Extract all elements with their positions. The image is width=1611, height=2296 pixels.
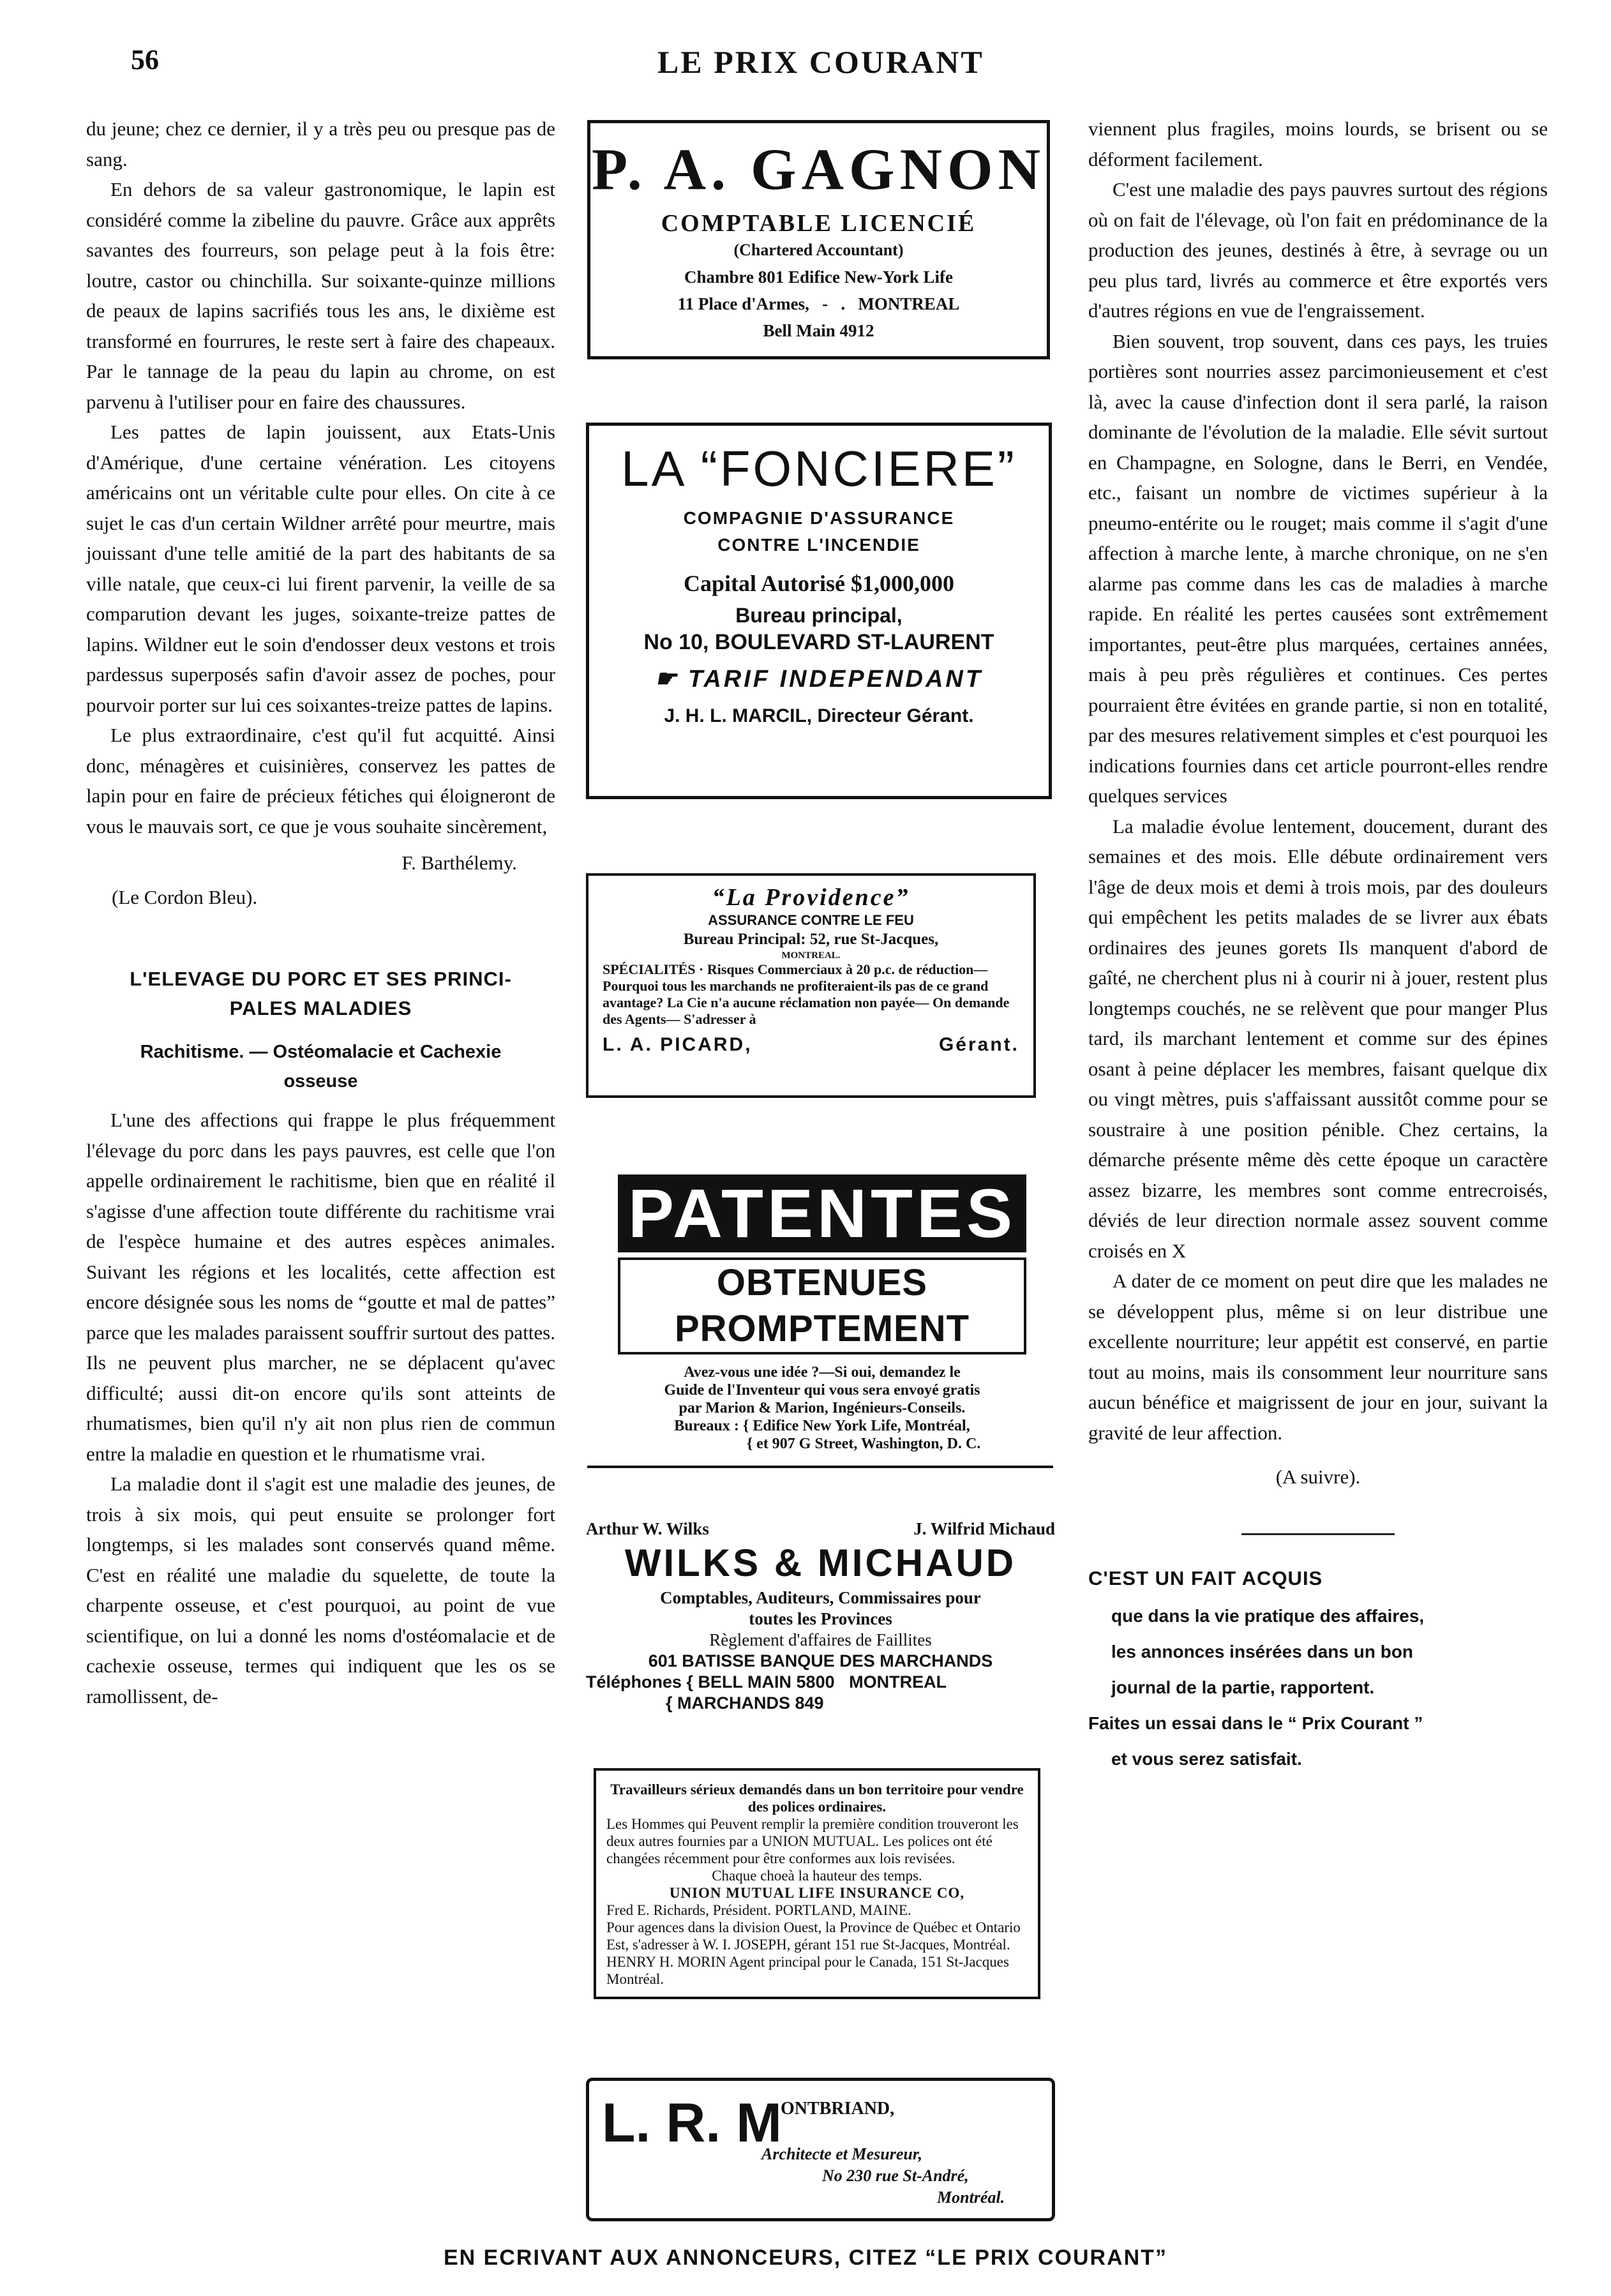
subsection-title-line-2: osseuse	[283, 1071, 358, 1092]
article-paragraph: A dater de ce moment on peut dire que les malades ne se développent plus, même si on leur distribue une excellente nourriture; leur appétit est conservé, en partie tout au moins, mais ils consomment leur nourriture sans aucun bénéfice et maigrissent de jour en jour, suivant la gravité de leur affection.	[1088, 1270, 1548, 1444]
fait-acquis-line: journal de la partie, rapportent.	[1111, 1677, 1375, 1697]
divider	[587, 1466, 1053, 1468]
ad-union-line-6: Pour agences dans la division Ouest, la Province de Québec et Ontario Est, s'adresser à W. I. JOSEPH, gérant 151 rue St-Jacques, Montréal. HENRY H. MORIN Agent principal pour le Canada, 151 St-Jacques Montréal.	[606, 1919, 1021, 1987]
ad-wilks-michaud	[586, 1519, 1055, 1714]
ad-providence-specialites: SPÉCIALITÉS · Risques Commerciaux à 20 p.c. de réduction— Pourquoi tous les marchands ne profiteraient-ils pas de ce grand avantage? La Cie n'a aucune réclamation non payée— On demande des Agents— S'adresser à	[603, 961, 1010, 1027]
article-paragraph: La maladie dont il s'agit est une maladie des jeunes, de trois à six mois, qui peut ensuite se prolonger fort longtemps, si les malades sont conservés quand même. C'est en réalité une maladie du squelette, de toute la charpente osseuse, et c'est pourquoi, au point de vue scientifique, on lui a donné les noms d'ostéomalacie et de cachexie osseuse, termes qui indiquent que les os se ramollissent, de-	[86, 1473, 555, 1707]
ad-gagnon-address-2: 11 Place d'Armes, - . MONTREAL	[677, 294, 960, 313]
ad-wilks-partners	[586, 1519, 1055, 1539]
ad-providence-line-2: Bureau Principal: 52, rue St-Jacques,	[683, 931, 939, 948]
ad-providence	[586, 873, 1036, 1098]
article-paragraph: Bien souvent, trop souvent, dans ces pays, les truies portières sont nourries assez parcimonieusement et c'est là, avec la cause d'infection dont il sera parlé, la raison dominante de l'évolution de la maladie. Elle sévit surtout en Champagne, en Sologne, dans le Berri, en Vendée, etc., faisant un nombre de victimes supérieur à la pneumo-entérite ou le rouget; mais comme il s'agit d'une affection à marche lente, à marche chronique, on ne s'en alarme pas comme dans les cas de maladies à marche rapide. En réalité les pertes causées sont extrêmement importantes, peut-être plus marquées, certaines années, mais à peu près régulières et continues. Ces pertes pourraient être évitées en grande partie, si non en totalité, par des mesures relativement simples et c'est pourquoi les indications fournies dans cet article pourront-elles rendre quelques services	[1088, 329, 1548, 807]
ad-gagnon-phone: Bell Main 4912	[763, 321, 874, 340]
ad-providence-title: “La Providence”	[712, 884, 910, 911]
ad-union-mutual	[594, 1768, 1040, 1999]
ad-union-line-1: Travailleurs sérieux demandés dans un bon territoire pour vendre des polices ordinaires.	[610, 1782, 1024, 1815]
article-paragraph: En dehors de sa valeur gastronomique, le lapin est considéré comme la zibeline du pauvre. Grâce aux apprêts savantes des fourreurs, son pelage peut à la fois être: loutre, castor ou chinchilla. Sur soixante-quinze millions de peaux de lapins sacrifiés tous les ans, le dixième est transformé en fourrures, le reste sert à faire des chapeaux. Par le tannage de la peau du lapin au chrome, on est parvenu à l'utiliser pour en faire des chaussures.	[86, 178, 555, 413]
ad-montbriand-line-3: Montréal.	[937, 2188, 1005, 2207]
ad-patentes-subtitle: OBTENUES PROMPTEMENT	[618, 1257, 1026, 1354]
ad-fonciere-tarif	[589, 666, 1049, 693]
fait-acquis-line: que dans la vie pratique des affaires,	[1111, 1606, 1425, 1626]
subsection-title	[86, 1037, 555, 1096]
subsection-title-line-1: Rachitisme. — Ostéomalacie et Cachexie	[140, 1042, 502, 1062]
journal-title: LE PRIX COURANT	[657, 44, 984, 80]
ad-union-line-3: Chaque choeà la hauteur des temps.	[712, 1868, 922, 1884]
article-paragraph: viennent plus fragiles, moins lourds, se brisent ou se déforment facilement.	[1088, 117, 1548, 170]
ad-fonciere-bureau: Bureau principal,	[735, 604, 903, 627]
ad-wilks-partner-2: J. Wilfrid Michaud	[913, 1519, 1055, 1538]
ad-union-line-4: UNION MUTUAL LIFE INSURANCE CO,	[669, 1885, 965, 1901]
ad-union-line-5: Fred E. Richards, Président. PORTLAND, MAINE.	[606, 1902, 911, 1918]
ad-wilks-partner-1: Arthur W. Wilks	[586, 1519, 709, 1538]
ad-patentes-title: PATENTES	[618, 1174, 1026, 1252]
ad-patentes	[618, 1174, 1026, 1453]
ad-wilks-line-6: { MARCHANDS 849	[666, 1693, 824, 1713]
ad-fonciere-capital: Capital Autorisé $1,000,000	[683, 571, 954, 596]
divider	[1241, 1533, 1395, 1535]
article-signature: F. Barthélemy.	[401, 852, 517, 874]
fait-acquis-line: les annonces insérées dans un bon	[1111, 1642, 1414, 1662]
ad-wilks-title: WILKS & MICHAUD	[624, 1542, 1017, 1584]
ad-patentes-line-1: Avez-vous une idée ?—Si oui, demandez le	[684, 1364, 961, 1381]
ad-patentes-line-4: Bureaux : { Edifice New York Life, Montréal,	[674, 1418, 970, 1434]
article-paragraph: C'est une maladie des pays pauvres surtout des régions où on fait de l'élevage, où l'on fait en prédominance de la production des jeunes, destinés à être, à sevrage ou un peu plus tard, livrés au commerce et être exportés vers d'autres régions en vue de l'engraissement.	[1088, 178, 1548, 322]
article-paragraph: Le plus extraordinaire, c'est qu'il fut acquitté. Ainsi donc, ménagères et cuisinières, conservez les pattes de lapin pour en faire de précieux fétiches qui éloigneront de vous le mauvais sort, ce que je vous souhaite sincèrement,	[86, 724, 555, 837]
article-paragraph: du jeune; chez ce dernier, il y a très peu ou presque pas de sang.	[86, 117, 555, 170]
article-paragraph: La maladie évolue lentement, doucement, durant des semaines et des mois. Elle débute ordinairement vers l'âge de deux mois et demi à trois mois, par des douleurs qui empêchent les petits malades de se livrer aux ébats ordinaires des jeunes gorets Ils manquent d'abord de gaîté, ne cherchent plus ni à courir ni à jouer, restent plus longtemps couchés, ne se relèvent que pour manger Plus tard, ils marchant lentement et comme sur des épines osant à peine déplacer les membres, faisant quelque dix ou vingt mètres, puis s'affaissant aussitôt comme pour se soustraire à une position pénible. Chez certains, la démarche présente même dès cette époque un caractère assez bizarre, les membres sont comme entrecroisés, déviés de leur direction normale assez souvent comme croisés en X	[1088, 814, 1548, 1262]
ad-montbriand-line-2: No 230 rue St-André,	[822, 2166, 969, 2185]
page-number: 56	[131, 44, 159, 75]
ad-gagnon-name: P. A. GAGNON	[591, 137, 1046, 202]
ad-fonciere-tarif-label: TARIF INDEPENDANT	[688, 666, 984, 693]
ad-wilks-line-2: toutes les Provinces	[749, 1609, 892, 1628]
ad-fonciere	[586, 423, 1052, 799]
ad-wilks-line-5: Téléphones { BELL MAIN 5800 MONTREAL	[586, 1672, 947, 1692]
right-column	[1088, 114, 1548, 1777]
fait-acquis-line: Faites un essai dans le “ Prix Courant ”	[1088, 1713, 1423, 1733]
fait-acquis-title: C'EST UN FAIT ACQUIS	[1088, 1566, 1323, 1589]
ad-gagnon-subtitle: (Chartered Accountant)	[733, 241, 904, 259]
page-footer: EN ECRIVANT AUX ANNONCEURS, CITEZ “LE PRIX COURANT”	[443, 2246, 1167, 2270]
ad-fonciere-line-2: CONTRE L'INCENDIE	[717, 535, 920, 555]
ad-wilks-line-3: Règlement d'affaires de Faillites	[709, 1630, 932, 1649]
ad-union-line-2: Les Hommes qui Peuvent remplir la première condition trouveront les deux autres fournies par a UNION MUTUAL. Les polices ont été changées récemment pour être conformes aux lois revisées.	[606, 1816, 1019, 1866]
ad-montbriand-line-1: Architecte et Mesureur,	[761, 2145, 923, 2163]
ad-providence-manager-title: Gérant.	[938, 1034, 1019, 1055]
ad-fonciere-title: LA “FONCIERE”	[621, 440, 1017, 497]
ad-providence-manager	[588, 1028, 1033, 1056]
ad-providence-line-3: MONTREAL.	[781, 950, 841, 961]
ad-montbriand-name-rest: ONTBRIAND,	[781, 2099, 895, 2119]
ad-patentes-line-2: Guide de l'Inventeur qui vous sera envoyé gratis	[664, 1382, 980, 1399]
ad-gagnon	[587, 120, 1050, 359]
section-title-line-1: L'ELEVAGE DU PORC ET SES PRINCI-	[130, 968, 512, 990]
ad-montbriand	[586, 2078, 1055, 2221]
ad-wilks-line-4: 601 BATISSE BANQUE DES MARCHANDS	[648, 1651, 993, 1670]
ad-patentes-line-5: { et 907 G Street, Washington, D. C.	[746, 1436, 981, 1452]
article-paragraph: L'une des affections qui frappe le plus fréquemment l'élevage du porc dans les pays pauvres, est celle que l'on appelle ordinairement le rachitisme, bien que en réalité il s'agisse d'une affection toute différente du rachitisme vrai de l'espèce humaine et des autres espèces animales. Suivant les régions et les localités, cette affection est encore désignée sous les noms de “goutte et mal de pattes” parce que les malades paraissent souffrir surtout des pattes. Ils ne peuvent plus marcher, ne se déplacent qu'avec difficulté; aussi dit-on encore qu'ils sont atteints de rhumatismes, bien qu'il n'y ait non plus rien de commun entre la maladie en question et le rhumatisme vrai.	[86, 1109, 555, 1465]
ad-patentes-line-3: par Marion & Marion, Ingénieurs-Conseils.	[678, 1400, 966, 1416]
ad-fonciere-director: J. H. L. MARCIL, Directeur Gérant.	[664, 705, 974, 726]
pointing-hand-icon: ☛	[654, 666, 679, 693]
section-title-line-2: PALES MALADIES	[229, 997, 412, 1019]
ad-gagnon-address-1: Chambre 801 Edifice New-York Life	[684, 267, 953, 287]
section-title	[86, 964, 555, 1023]
ad-providence-line-1: ASSURANCE CONTRE LE FEU	[708, 912, 914, 928]
ad-fonciere-line-1: COMPAGNIE D'ASSURANCE	[683, 508, 955, 528]
ad-providence-manager-name: L. A. PICARD,	[603, 1034, 753, 1055]
fait-acquis-line: et vous serez satisfait.	[1111, 1749, 1302, 1769]
article-source: (Le Cordon Bleu).	[112, 885, 258, 908]
ad-wilks-line-1: Comptables, Auditeurs, Commissaires pour	[660, 1588, 981, 1607]
ad-fonciere-address: No 10, BOULEVARD ST-LAURENT	[643, 630, 994, 654]
left-column	[86, 114, 555, 1711]
article-paragraph: Les pattes de lapin jouissent, aux Etats-Unis d'Amérique, d'une certaine vénération. Les citoyens américains ont un véritable culte pour elles. On cite à ce sujet le cas d'un certain Wildner arrêté pour meurtre, mais jouissant d'une telle amitié de la part des habitants de sa ville natale, que ceux-ci lui firent parvenir, la veille de sa comparution devant les juges, soixante-treize pattes de lapins. Wildner eut le soin d'endosser deux vestons et trois pardessus superposés safin d'avoir assez de poches, pour pourvoir porter sur lui ces soixantes-treize pattes de lapins.	[86, 421, 555, 716]
ad-gagnon-title: COMPTABLE LICENCIÉ	[661, 210, 977, 237]
to-be-continued: (A suivre).	[1275, 1466, 1361, 1488]
ad-montbriand-name: L. R. M	[602, 2092, 782, 2154]
fait-acquis-text	[1088, 1598, 1548, 1777]
